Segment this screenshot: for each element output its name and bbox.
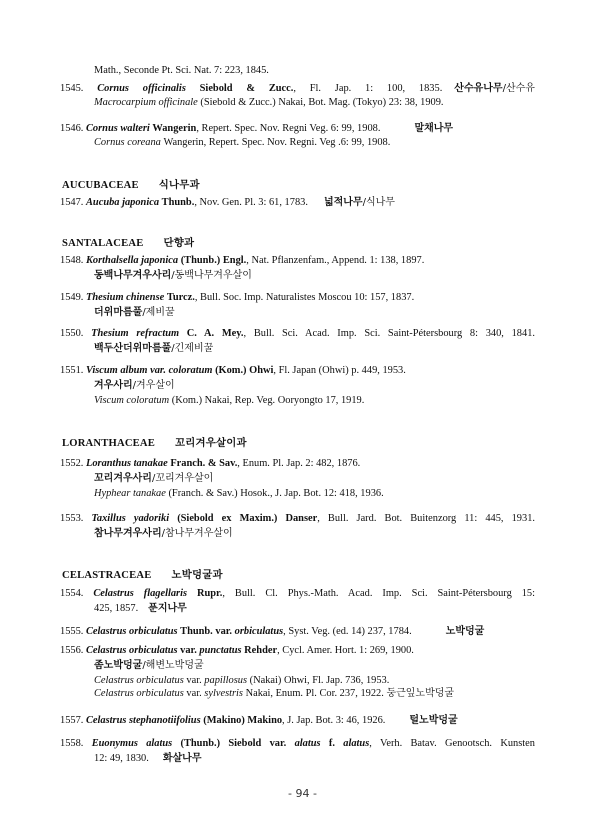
entry-number: 1547. [60,197,84,208]
species-name: Viscum album var. coloratum [86,365,213,376]
korean-alt-name: /동백나무겨우살이 [171,269,252,281]
entry-1545 [60,82,535,109]
family-korean: 꼬리겨우살이과 [175,437,247,449]
korean-line [60,526,535,542]
entry-text [60,714,458,728]
species-name: Cornus officinalis [97,83,186,94]
entry-main-line [60,291,535,305]
korean-name: 백두산더위마름풀 [94,342,172,354]
korean-line [60,341,535,357]
continuation-line: Math., Seconde Pt. Sci. Nat. 7: 223, 1845. [94,65,269,76]
entry-main-line [60,457,535,471]
entry-1552 [60,457,535,500]
citation-cont: 425, 1857. [94,602,139,614]
family-latin: CELASTRACEAE [62,570,152,581]
entry-main-line [60,254,535,268]
entry-number: 1551. [60,365,84,376]
citation: , Bull. Sci. Acad. Imp. Sci. Saint-Pétersbourg 8: 340, 1841. [243,328,535,339]
entry-main-line [60,737,535,751]
synonym-name: Macrocarpium officinale [94,96,198,108]
family-latin: LORANTHACEAE [62,438,156,449]
synonym-citation: Wangerin, Repert. Spec. Nov. Regni. Veg .6: 99, 1908. [163,136,391,148]
korean-alt-name: /식나무 [362,197,395,208]
species-name: Celastrus orbiculatus [86,645,178,656]
synonym-citation: (Franch. & Sav.) Hosok., J. Jap. Bot. 12: 418, 1936. [168,487,384,499]
korean-name: 겨우사리 [94,379,133,391]
synonym-line [60,96,535,110]
rank: f. [328,738,335,749]
family-korean: 식나무과 [158,179,200,191]
entry-text [60,737,535,751]
entry-text [60,644,414,658]
korean-alt-name: /산수유 [502,83,535,94]
author: (Makino) Makino [203,715,283,726]
korean-name: 꼬리겨우사리 [94,472,152,484]
entry-1556 [60,644,535,701]
entry-number: 1556. [60,645,84,656]
entry-main-line [60,625,535,639]
species-name: Celastrus orbiculatus [86,626,178,637]
entry-text [60,625,484,639]
species-name: Celastrus flagellaris [93,588,188,599]
korean-name: 더위마름풀 [94,306,143,318]
species-name: Korthalsella japonica [86,255,179,266]
entry-text [60,364,406,378]
synonym-name: Cornus coreana [94,136,161,148]
entry-number: 1557. [60,715,84,726]
entry-text [60,587,535,601]
entry-1557 [60,714,535,728]
entry-1547 [60,196,535,210]
korean-line [60,658,535,674]
entry-main-line [60,714,535,728]
korean-alt-name: /긴제비꿀 [171,342,214,354]
korean-alt-name: /해변노박덩굴 [142,659,204,671]
korean-name: 동백나무겨우사리 [94,269,172,281]
korean-line [60,378,535,394]
entry-number: 1546. [60,123,84,134]
citation: , J. Jap. Bot. 3: 46, 1926. [282,715,386,726]
synonym-name: Hyphear tanakae [94,487,166,499]
entry-text [60,327,535,341]
family-latin: SANTALACEAE [62,238,144,249]
author: (Kom.) Ohwi [215,365,274,376]
family-heading-celastraceae [62,566,223,581]
entry-main-line [60,327,535,341]
synonym-citation: Nakai, Enum. Pl. Cor. 237, 1922. [245,688,384,699]
entry-text [60,457,360,471]
infraspecific-name: alatus [294,738,321,749]
entry-main-line [60,587,535,601]
korean-name: 참나무겨우사리 [94,527,162,539]
citation: , Enum. Pl. Jap. 2: 482, 1876. [237,458,361,469]
korean-name: 산수유나무 [454,83,503,94]
form-name: alatus [343,738,370,749]
species-name: Aucuba japonica [86,197,160,208]
synonym-line [60,394,535,408]
synonym-infra: papillosus [204,674,248,686]
entry-text [60,254,424,268]
species-name: Cornus walteri [86,123,150,134]
entry-main-line [60,122,535,136]
entry-1548 [60,254,535,284]
citation: , Bull. Jard. Bot. Buitenzorg 11: 445, 1931. [317,513,535,524]
korean-name: 넓적나무 [323,197,363,208]
entry-1555 [60,625,535,639]
citation-cont: 12: 49, 1830. [94,752,149,764]
author: Turcz. [166,292,195,303]
synonym-name: Viscum coloratum [94,394,170,406]
synonym-infra: sylvestris [204,688,243,699]
entry-number: 1548. [60,255,84,266]
family-korean: 노박덩굴과 [171,569,223,581]
korean-line [60,268,535,284]
citation: , Repert. Spec. Nov. Regni Veg. 6: 99, 1908. [196,123,381,134]
entry-1550 [60,327,535,357]
entry-text [60,291,414,305]
entry-main-line [60,196,535,210]
family-korean: 단향과 [163,237,195,249]
continuation-line [60,601,535,617]
author: Siebold & Zucc. [199,83,294,94]
citation: , Syst. Veg. (ed. 14) 237, 1784. [283,626,412,637]
infraspecific-name: punctatus [199,645,242,656]
entry-text [60,512,535,526]
species-name: Celastrus stephanotiifolius [86,715,201,726]
entry-1554 [60,587,535,617]
citation: , Fl. Jap. 1: 100, 1835. [293,83,443,94]
synonym-line [60,136,535,150]
species-name: Thesium chinense [86,292,165,303]
species-name: Euonymus alatus [91,738,173,749]
entry-main-line [60,364,535,378]
species-name: Thesium refractum [91,328,180,339]
entry-number: 1555. [60,626,84,637]
species-name: Taxillus yadoriki [91,513,170,524]
synonym-korean: 둥근잎노박덩굴 [386,688,455,699]
entry-number: 1553. [60,513,84,524]
synonym-rank: var. [186,674,202,686]
entry-number: 1549. [60,292,84,303]
entry-number: 1552. [60,458,84,469]
author: Thunb. var. [180,626,233,637]
korean-alt-name: /제비꿀 [142,306,175,318]
entry-number: 1550. [60,328,84,339]
entry-number: 1545. [60,83,84,94]
rank: var. [180,645,197,656]
species-name: Loranthus tanakae [86,458,168,469]
entry-1546 [60,122,535,149]
entry-number: 1554. [60,588,84,599]
author: (Thunb.) Engl. [180,255,247,266]
citation: , Bull. Cl. Phys.-Math. Acad. Imp. Sci. Saint-Pétersbourg 15: [222,588,535,599]
synonym-name: Celastrus orbiculatus [94,688,184,699]
korean-alt-name: /겨우살이 [132,379,175,391]
citation: , Cycl. Amer. Hort. 1: 269, 1900. [277,645,414,656]
synonym-citation: (Nakai) Ohwi, Fl. Jap. 736, 1953. [249,674,390,686]
synonym-line [60,674,535,688]
author: Wangerin [152,123,197,134]
korean-name: 노박덩굴 [445,626,485,637]
korean-name: 털노박덩굴 [409,715,458,726]
continuation-line [60,751,535,767]
citation: , Bull. Soc. Imp. Naturalistes Moscou 10: 157, 1837. [194,292,415,303]
korean-line [60,305,535,321]
synonym-line [60,687,535,701]
korean-alt-name: /꼬리겨우살이 [151,472,214,484]
author: (Siebold ex Maxim.) Danser [177,513,318,524]
synonym-rank: var. [186,688,202,699]
author: Rupr. [197,588,223,599]
author: Franch. & Sav. [170,458,238,469]
entry-main-line [60,512,535,526]
synonym-citation: (Siebold & Zucc.) Nakai, Bot. Mag. (Tokyo) 23: 38, 1909. [200,96,444,108]
page-number: - 94 - [288,787,317,800]
korean-name: 푼지나무 [148,602,187,614]
korean-name: 화살나무 [162,752,202,764]
synonym-name: Celastrus orbiculatus [94,674,184,686]
family-heading-loranthaceae [62,434,247,449]
citation: , Verh. Batav. Genootsch. Kunsten [369,738,535,749]
entry-main-line [60,82,535,96]
entry-number: 1558. [60,738,84,749]
synonym-line [60,487,535,501]
author: C. A. Mey. [186,328,244,339]
author: (Thunb.) Siebold var. [180,738,287,749]
citation: , Fl. Japan (Ohwi) p. 449, 1953. [273,365,406,376]
entry-1549 [60,291,535,321]
family-heading-santalaceae [62,234,194,249]
korean-line [60,471,535,487]
entry-1558 [60,737,535,767]
family-heading-aucubaceae [62,176,200,191]
entry-1551 [60,364,535,407]
entry-text [60,196,395,210]
entry-1553 [60,512,535,542]
entry-text [60,82,535,96]
family-latin: AUCUBACEAE [62,180,139,191]
synonym-citation: (Kom.) Nakai, Rep. Veg. Ooryongto 17, 1919. [171,394,365,406]
korean-name: 말채나무 [414,123,454,134]
korean-alt-name: /참나무겨우살이 [161,527,233,539]
author: Thunb. [161,197,195,208]
entry-main-line [60,644,535,658]
entry-text [60,122,453,136]
infraspecific-name: orbiculatus [234,626,284,637]
author: Rehder [244,645,278,656]
citation: , Nov. Gen. Pl. 3: 61, 1783. [194,197,308,208]
korean-name: 좀노박덩굴 [94,659,143,671]
citation: , Nat. Pflanzenfam., Append. 1: 138, 1897. [246,255,425,266]
